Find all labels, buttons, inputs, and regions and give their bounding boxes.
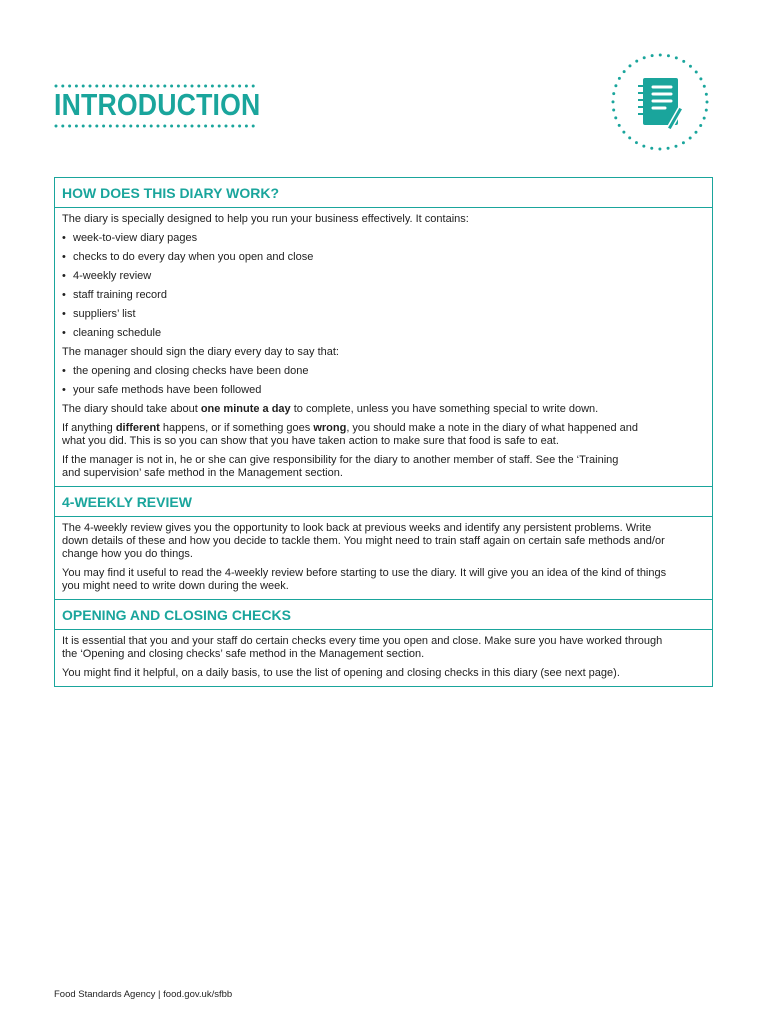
list-item: • week-to-view diary pages [62,232,705,245]
list-item: • 4-weekly review [62,270,705,283]
introduction-panel [54,177,713,687]
title-dotted-rule-bottom [54,124,262,128]
footer-separator: | [158,989,161,1000]
footer-org: Food Standards Agency [54,989,156,1000]
paragraph: The 4-weekly review gives you the opportunity to look back at previous weeks and identify any persistent problems. Write down details of these and how you decide to tackle them. You might need to train staff again on certain safe methods and/or change how you do things. [62,522,665,560]
paragraph: The diary should take about one minute a day to complete, unless you have something special to write down. [62,403,599,415]
list-item: • your safe methods have been followed [62,384,705,397]
paragraph: The manager should sign the diary every day to say that: [62,346,339,358]
section-heading: 4-WEEKLY REVIEW [55,487,712,517]
paragraph: If anything different happens, or if something goes wrong, you should make a note in the diary of what happened and what you did. This is so you can show that you have taken action to make sure that food is safe to eat. [62,422,639,447]
sign-list [62,365,705,397]
four-weekly-review-section [55,486,712,599]
page-title: INTRODUCTION [54,87,261,122]
paragraph: The diary is specially designed to help you run your business effectively. It contains: [62,213,469,225]
list-item: • the opening and closing checks have been done [62,365,705,378]
list-item: • cleaning schedule [62,327,705,340]
section-heading: HOW DOES THIS DIARY WORK? [55,178,712,208]
contents-list [62,232,705,340]
paragraph: You might find it helpful, on a daily basis, to use the list of opening and closing checks in this diary (see next page). [62,667,620,679]
how-diary-works-section [55,178,712,486]
list-item: • checks to do every day when you open and close [62,251,705,264]
paragraph: It is essential that you and your staff do certain checks every time you open and close. Make sure you have worked through the ‘Opening and closing checks’ safe method in the Management section. [62,635,663,660]
notebook-pen-icon [607,52,713,152]
footer [54,989,232,1000]
section-heading: OPENING AND CLOSING CHECKS [55,600,712,630]
opening-closing-checks-section [55,599,712,686]
list-item: • suppliers’ list [62,308,705,321]
paragraph: You may find it useful to read the 4-weekly review before starting to use the diary. It will give you an idea of the kind of things you might need to write down during the week. [62,567,667,592]
list-item: • staff training record [62,289,705,302]
paragraph: If the manager is not in, he or she can give responsibility for the diary to another member of staff. See the ‘Training and supervision’ safe method in the Management section. [62,454,619,479]
footer-url: food.gov.uk/sfbb [163,989,233,1000]
